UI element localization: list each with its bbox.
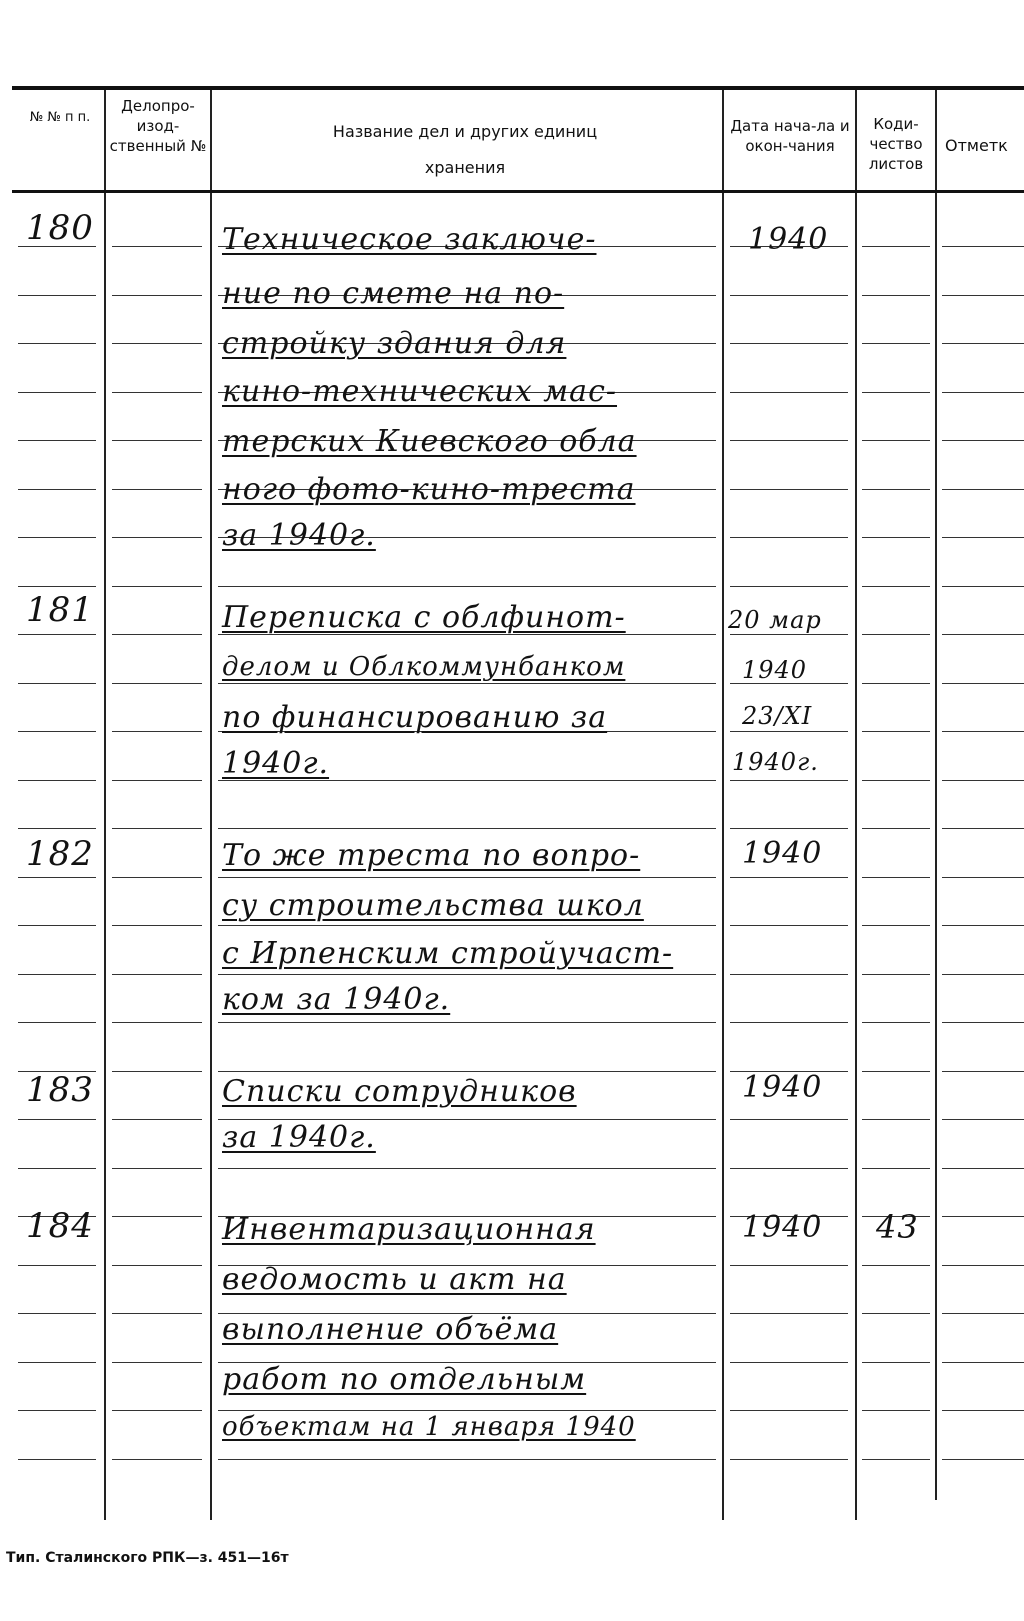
- ruled-line: [942, 1168, 1024, 1169]
- ruled-line: [218, 586, 716, 587]
- ruled-line: [112, 1216, 202, 1217]
- ruled-line: [18, 780, 96, 781]
- row-181-line-3: по финансированию за: [222, 700, 608, 735]
- ruled-line: [112, 731, 202, 732]
- ruled-line: [942, 537, 1024, 538]
- ruled-line: [862, 925, 930, 926]
- ruled-line: [112, 586, 202, 587]
- ruled-line: [112, 295, 202, 296]
- ruled-line: [218, 1071, 716, 1072]
- ruled-line: [18, 974, 96, 975]
- row-184-line-4: работ по отдельным: [222, 1362, 587, 1397]
- ruled-line: [862, 246, 930, 247]
- ruled-line: [18, 731, 96, 732]
- ruled-line: [862, 489, 930, 490]
- ruled-line: [862, 634, 930, 635]
- row-184-line-3: выполнение объёма: [222, 1312, 559, 1347]
- ruled-line: [18, 828, 96, 829]
- row-180-line-1: Техническое заключе-: [222, 222, 597, 257]
- row-183-date: 1940: [742, 1070, 823, 1105]
- ruled-line: [942, 586, 1024, 587]
- column-divider-5: [935, 90, 937, 1500]
- ruled-line: [218, 1022, 716, 1023]
- row-number-182: 182: [26, 834, 94, 874]
- ruled-line: [730, 392, 848, 393]
- ruled-line: [730, 586, 848, 587]
- ruled-line: [730, 440, 848, 441]
- ruled-line: [730, 343, 848, 344]
- row-181-date-end: 23/XI: [742, 702, 813, 730]
- row-183-line-2: за 1940г.: [222, 1120, 376, 1155]
- ruled-line: [112, 780, 202, 781]
- row-number-183: 183: [26, 1070, 94, 1110]
- ruled-line: [942, 1071, 1024, 1072]
- ruled-line: [862, 683, 930, 684]
- ruled-line: [730, 634, 848, 635]
- ruled-line: [730, 1022, 848, 1023]
- ruled-line: [112, 634, 202, 635]
- row-180-line-4: кино-технических мас-: [222, 374, 618, 409]
- ruled-line: [730, 537, 848, 538]
- ruled-line: [730, 1410, 848, 1411]
- row-180-line-2: ние по смете на по-: [222, 276, 565, 311]
- row-181-date-start: 20 мар: [728, 606, 822, 634]
- row-181-date-start-year: 1940: [742, 656, 808, 684]
- ruled-line: [112, 1022, 202, 1023]
- ruled-line: [862, 780, 930, 781]
- ruled-line: [730, 1459, 848, 1460]
- ruled-line: [862, 1362, 930, 1363]
- ruled-line: [112, 1168, 202, 1169]
- ruled-line: [112, 683, 202, 684]
- ruled-line: [18, 1168, 96, 1169]
- ruled-line: [218, 1459, 716, 1460]
- ruled-line: [942, 1313, 1024, 1314]
- ruled-line: [862, 440, 930, 441]
- ruled-line: [112, 537, 202, 538]
- top-rule: [12, 86, 1024, 90]
- row-181-date-end-year: 1940г.: [732, 748, 819, 776]
- ruled-line: [112, 343, 202, 344]
- header-num: № № п п.: [29, 110, 91, 125]
- ruled-line: [112, 1071, 202, 1072]
- ruled-line: [862, 1459, 930, 1460]
- ruled-line: [942, 246, 1024, 247]
- ruled-line: [942, 731, 1024, 732]
- row-182-line-3: с Ирпенским стройучаст-: [222, 936, 674, 971]
- ruled-line: [112, 1265, 202, 1266]
- header-office-number: Делопро-изод-ственный №: [109, 97, 207, 155]
- ruled-line: [942, 343, 1024, 344]
- ruled-line: [942, 1022, 1024, 1023]
- ruled-line: [862, 343, 930, 344]
- header-bottom-rule: [12, 190, 1024, 193]
- ruled-line: [112, 392, 202, 393]
- row-180-date: 1940: [748, 222, 829, 257]
- ruled-line: [942, 1362, 1024, 1363]
- ruled-line: [862, 974, 930, 975]
- ruled-line: [730, 925, 848, 926]
- row-183-line-1: Списки сотрудников: [222, 1074, 577, 1109]
- ruled-line: [18, 1119, 96, 1120]
- ruled-line: [18, 1362, 96, 1363]
- row-180-line-5: терских Киевского обла: [222, 424, 637, 459]
- row-180-line-6: ного фото-кино-треста: [222, 472, 636, 507]
- row-181-line-1: Переписка с облфинот-: [222, 600, 626, 635]
- ruled-line: [942, 1265, 1024, 1266]
- ruled-line: [18, 489, 96, 490]
- ruled-line: [18, 634, 96, 635]
- ruled-line: [730, 828, 848, 829]
- row-184-date: 1940: [742, 1210, 823, 1245]
- row-180-line-7: за 1940г.: [222, 518, 376, 553]
- ruled-line: [18, 1410, 96, 1411]
- ruled-line: [862, 1265, 930, 1266]
- ruled-line: [942, 392, 1024, 393]
- column-divider-3: [722, 90, 724, 1520]
- column-divider-2: [210, 90, 212, 1520]
- ruled-line: [18, 1459, 96, 1460]
- ruled-line: [942, 828, 1024, 829]
- header-sheets: Коди-чество листов: [868, 115, 924, 173]
- ruled-line: [18, 877, 96, 878]
- row-180-line-3: стройку здания для: [222, 326, 567, 361]
- ruled-line: [730, 1362, 848, 1363]
- ruled-line: [862, 1410, 930, 1411]
- row-184-sheets: 43: [876, 1208, 919, 1246]
- row-181-line-4: 1940г.: [222, 746, 330, 781]
- ruled-line: [218, 925, 716, 926]
- header-dates: Дата нача-ла и окон-чания: [730, 117, 850, 155]
- ruled-line: [112, 925, 202, 926]
- ruled-line: [862, 828, 930, 829]
- ruled-line: [942, 877, 1024, 878]
- header-notes: Отметк: [945, 136, 1008, 155]
- ruled-line: [112, 828, 202, 829]
- ruled-line: [218, 1168, 716, 1169]
- ruled-line: [862, 392, 930, 393]
- column-divider-4: [855, 90, 857, 1520]
- row-number-181: 181: [26, 590, 94, 630]
- ruled-line: [730, 1265, 848, 1266]
- ruled-line: [18, 392, 96, 393]
- ruled-line: [112, 1313, 202, 1314]
- ruled-line: [862, 295, 930, 296]
- ruled-line: [730, 1168, 848, 1169]
- ruled-line: [18, 343, 96, 344]
- ruled-line: [218, 683, 716, 684]
- ruled-line: [112, 877, 202, 878]
- ruled-line: [112, 974, 202, 975]
- row-184-line-5: объектам на 1 января 1940: [222, 1412, 636, 1442]
- row-number-184: 184: [26, 1206, 94, 1246]
- ruled-line: [18, 925, 96, 926]
- ruled-line: [862, 1071, 930, 1072]
- row-184-line-1: Инвентаризационная: [222, 1212, 596, 1247]
- row-182-line-1: То же треста по вопро-: [222, 838, 641, 873]
- ruled-line: [862, 877, 930, 878]
- ruled-line: [862, 1168, 930, 1169]
- ruled-line: [112, 440, 202, 441]
- row-182-line-2: су строительства школ: [222, 888, 644, 923]
- ruled-line: [942, 974, 1024, 975]
- ruled-line: [18, 440, 96, 441]
- ruled-line: [18, 295, 96, 296]
- row-184-line-2: ведомость и акт на: [222, 1262, 567, 1297]
- column-divider-1: [104, 90, 106, 1520]
- row-182-date: 1940: [742, 836, 823, 871]
- ruled-line: [730, 731, 848, 732]
- ruled-line: [862, 537, 930, 538]
- ruled-line: [942, 295, 1024, 296]
- ruled-line: [862, 1313, 930, 1314]
- row-182-line-4: ком за 1940г.: [222, 982, 451, 1017]
- row-number-180: 180: [26, 208, 94, 248]
- ruled-line: [862, 731, 930, 732]
- ruled-line: [218, 877, 716, 878]
- ruled-line: [730, 489, 848, 490]
- ruled-line: [942, 634, 1024, 635]
- ruled-line: [112, 1362, 202, 1363]
- ruled-line: [730, 1119, 848, 1120]
- ruled-line: [18, 586, 96, 587]
- ruled-line: [942, 440, 1024, 441]
- ruled-line: [18, 1313, 96, 1314]
- printer-imprint: Тип. Сталинского РПК—з. 451—16т: [6, 1550, 289, 1566]
- ruled-line: [730, 877, 848, 878]
- ruled-line: [942, 683, 1024, 684]
- ruled-line: [862, 1022, 930, 1023]
- ruled-line: [942, 1410, 1024, 1411]
- ruled-line: [730, 295, 848, 296]
- ruled-line: [730, 1313, 848, 1314]
- ruled-line: [730, 974, 848, 975]
- ruled-line: [18, 1265, 96, 1266]
- ruled-line: [942, 780, 1024, 781]
- ruled-line: [112, 1459, 202, 1460]
- ruled-line: [18, 683, 96, 684]
- ruled-line: [112, 489, 202, 490]
- ruled-line: [112, 246, 202, 247]
- row-181-line-2: делом и Облкоммунбанком: [222, 652, 626, 682]
- ruled-line: [942, 1119, 1024, 1120]
- ruled-line: [730, 780, 848, 781]
- ruled-line: [218, 974, 716, 975]
- ruled-line: [862, 1119, 930, 1120]
- ruled-line: [18, 537, 96, 538]
- ruled-line: [112, 1410, 202, 1411]
- ruled-line: [218, 828, 716, 829]
- ruled-line: [942, 925, 1024, 926]
- ruled-line: [862, 586, 930, 587]
- ruled-line: [942, 1459, 1024, 1460]
- header-title: Название дел и других единиц хранения: [332, 122, 598, 177]
- ruled-line: [18, 1022, 96, 1023]
- ruled-line: [942, 489, 1024, 490]
- ruled-line: [218, 1410, 716, 1411]
- ruled-line: [942, 1216, 1024, 1217]
- ruled-line: [112, 1119, 202, 1120]
